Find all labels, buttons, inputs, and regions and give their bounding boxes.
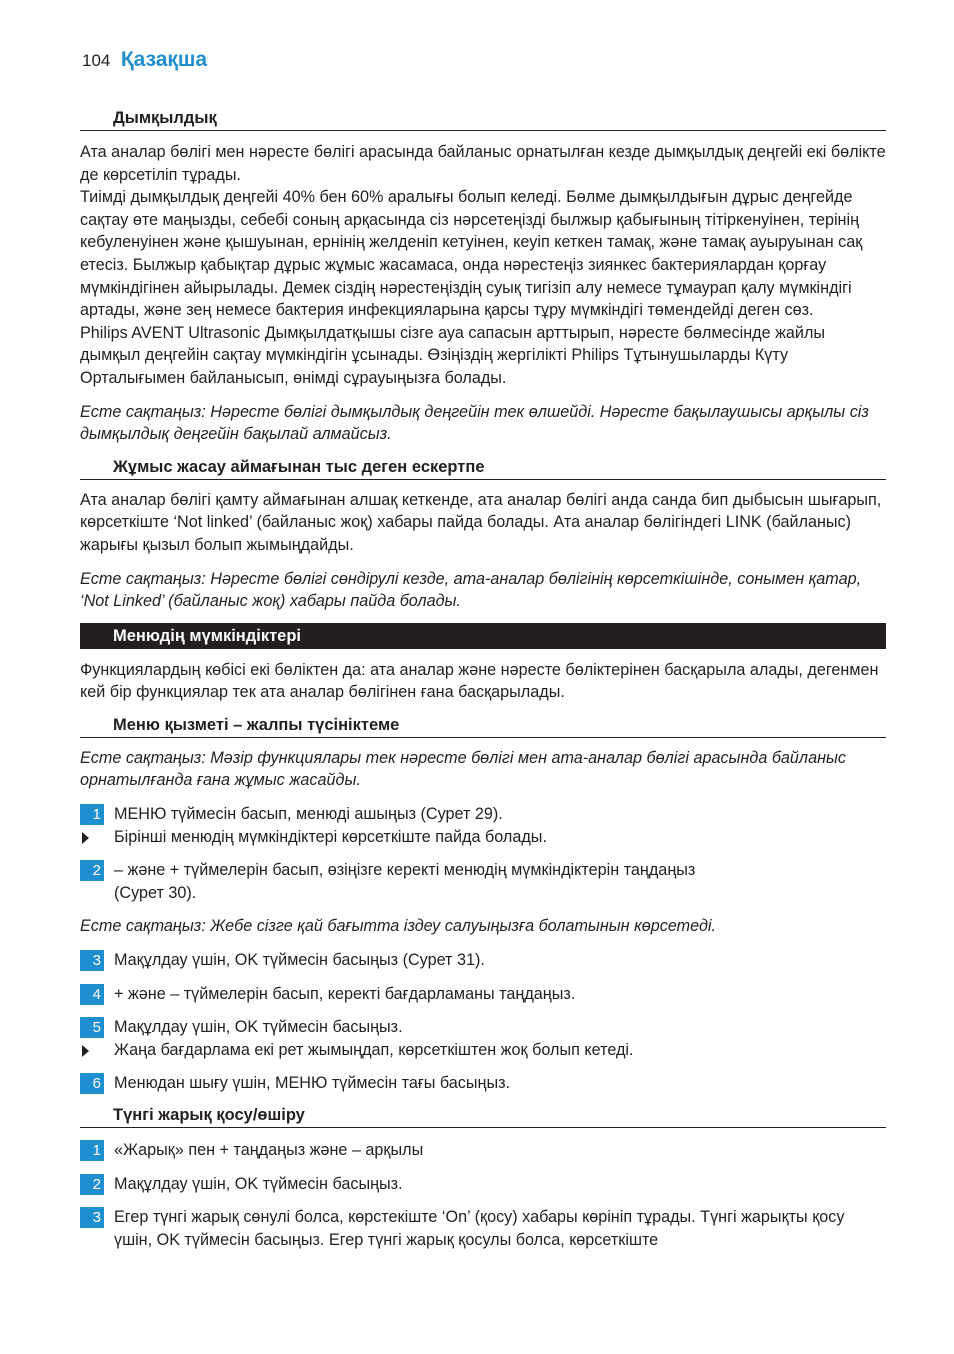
step-text: Мақұлдау үшін, OK түймесін басыңыз (Сурет 31). (114, 951, 485, 970)
step-item (80, 1139, 886, 1162)
result-item (80, 826, 886, 849)
step-number: 1 (80, 804, 104, 825)
step-number: 3 (80, 950, 104, 971)
triangle-bullet-icon (82, 1045, 89, 1057)
step-item (80, 1016, 886, 1039)
result-text: Бірінші менюдің мүмкіндіктері көрсеткіште пайда болады. (114, 827, 547, 846)
note: Есте сақтаңыз: Мәзір функциялары тек нәресте бөлігі мен ата-аналар бөлігі арасында байланыс орнатылғанда ғана жұмыс жасайды. (80, 748, 846, 790)
step-item (80, 859, 886, 904)
step-item (80, 1206, 886, 1251)
section-title-humidity: Дымқылдық (80, 108, 886, 131)
step-number: 4 (80, 984, 104, 1005)
step-item (80, 949, 886, 972)
step-text: Егер түнгі жарық сөнулі болса, көрстекіште ‘On’ (қосу) хабары көрініп тұрады. Түнгі жарықты қосу үшін, OK түймесін басыңыз. Егер түнгі жарық қосулы болса, көрсеткіште (114, 1208, 845, 1249)
step-number: 2 (80, 860, 104, 881)
paragraph: Ата аналар бөлігі мен нәресте бөлігі арасында байланыс орнатылған кезде дымқылдық деңгейі екі бөлікте де көрсетіліп тұрады. (80, 143, 886, 184)
note: Есте сақтаңыз: Нәресте бөлігі дымқылдық деңгейін тек өлшейді. Нәресте бақылаушысы арқылы сіз дымқылдық деңгейін бақылай алмайсыз. (80, 402, 869, 444)
page-header (82, 48, 207, 74)
section-title-menu-overview: Меню қызметі – жалпы түсініктеме (80, 715, 886, 738)
step-text: «Жарық» пен + таңдаңыз және – арқылы (114, 1141, 424, 1159)
page-number: 104 (82, 51, 111, 70)
step-text: – және + түймелерін басып, өзіңізге керекті менюдің мүмкіндіктерін таңдаңыз (Сурет 30). (114, 861, 696, 902)
step-text: Мақұлдау үшін, OK түймесін басыңыз. (114, 1174, 403, 1193)
note: Есте сақтаңыз: Нәресте бөлігі сөндірулі кезде, ата-аналар бөлігінің көрсеткішінде, сонымен қатар, ‘Not Linked’ (байланыс жоқ) хабары пайда болады. (80, 569, 862, 611)
page-content (80, 108, 886, 1251)
step-text: + және – түймелерін басып, керекті бағдарламаны таңдаңыз. (114, 984, 576, 1003)
step-item (80, 803, 886, 826)
step-text: МЕНЮ түймесін басып, менюді ашыңыз (Сурет 29). (114, 805, 503, 824)
step-number: 6 (80, 1073, 104, 1094)
result-text: Жаңа бағдарлама екі рет жымыңдап, көрсеткіштен жоқ болып кетеді. (114, 1040, 634, 1059)
step-item (80, 1173, 886, 1196)
step-number: 2 (80, 1174, 104, 1195)
step-item (80, 983, 886, 1006)
step-number: 5 (80, 1017, 104, 1038)
section-title-night-light: Түнгі жарық қосу/өшіру (80, 1105, 886, 1128)
triangle-bullet-icon (82, 832, 89, 844)
section-title-menu-features: Менюдің мүмкіндіктері (80, 623, 886, 649)
paragraph: Philips AVENT Ultrasonic Дымқылдатқышы сізге ауа сапасын арттырып, нәресте бөлмесінде жайлы дымқыл деңгейін сақтау мүмкіндігін ұсынады. Өзіңіздің жергілікті Philips Тұтынушыларды Күту Орталығымен байланысып, өнімді сұрауыңызға болады. (80, 323, 826, 387)
result-item (80, 1039, 886, 1062)
paragraph: Тиімді дымқылдық деңгейі 40% бен 60% аралығы болып келеді. Бөлме дымқылдығын дұрыс деңгейде сақтау өте маңызды, себебі соның арқасында сіз нәрсетеңізді былжыр қабығының тітіркенуінен, терінің кебуленуінен және қышуынан, ернінің желденіп кетуінен, кеуіп кеткен тамақ, және тамақ ауыруынан сақ етесіз. Былжыр қабықтар дұрыс жұмыс жасамаса, онда нәрестеңіз зиянкес бактериялардан қорғау мүмкіндігінен айырылады. Демек сіздің нәрестеңіздің суық тигізіп алу немесе тұмаурап қалу мүмкіндігі артады, және зең немесе бактерия инфекцияларына қарсы тұру мүмкіндігі төмендейді деген сөз. (80, 188, 863, 320)
section-title-out-of-range: Жұмыс жасау аймағынан тыс деген ескертпе (80, 457, 886, 480)
step-text: Мақұлдау үшін, OK түймесін басыңыз. (114, 1018, 403, 1037)
paragraph: Ата аналар бөлігі қамту аймағынан алшақ кеткенде, ата аналар бөлігі анда санда бип дыбысын шығарып, көрсеткіште ‘Not linked’ (байланыс жоқ) хабары пайда болады. Ата аналар бөлігіндегі LINK (байланыс) жарығы қызыл болып жымыңдайды. (80, 490, 882, 554)
step-number: 1 (80, 1140, 104, 1161)
language-title: Қазақша (120, 48, 208, 71)
paragraph: Функциялардың көбісі екі бөліктен да: ата аналар және нәресте бөліктерінен басқарыла алады, дегенмен кей бір функциялар тек ата аналар бөлігінен ғана басқарылады. (80, 660, 879, 702)
step-text: Менюдан шығу үшін, МЕНЮ түймесін тағы басыңыз. (114, 1074, 511, 1093)
step-number: 3 (80, 1207, 104, 1228)
note: Есте сақтаңыз: Жебе сізге қай бағытта іздеу салуыңызға болатынын көрсетеді. (80, 917, 716, 936)
step-item (80, 1072, 886, 1095)
